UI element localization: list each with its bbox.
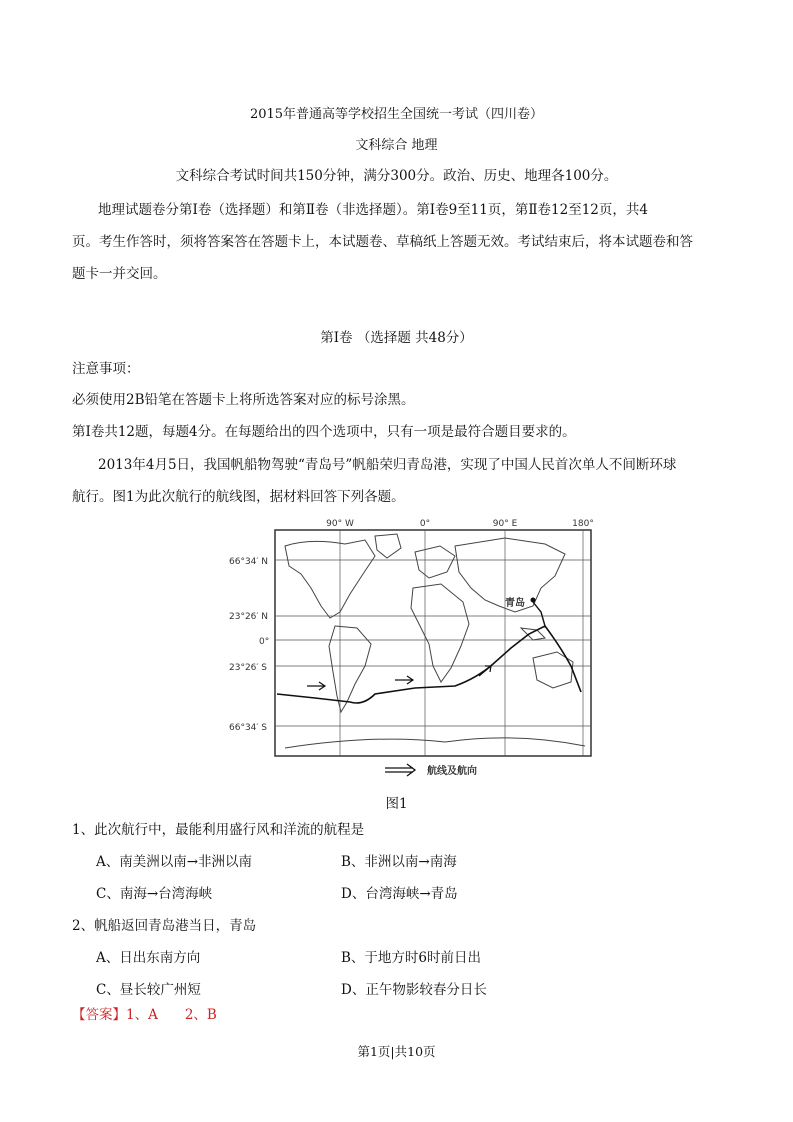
exam-info: 文科综合考试时间共150分钟，满分300分。政治、历史、地理各100分。 [175, 168, 618, 184]
question-2-option-d: D、正午物影较春分日长 [341, 982, 487, 998]
figure-caption: 图1 [385, 796, 408, 812]
question-1-option-c: C、南海→台湾海峡 [96, 886, 213, 902]
lat-label-66s: 66°34′ S [229, 723, 268, 733]
answer-line [72, 1003, 217, 1023]
question-2-option-a: A、日出东南方向 [96, 950, 201, 966]
notice-1: 必须使用2B铅笔在答题卡上将所选答案对应的标号涂黑。 [72, 392, 415, 408]
world-route-map [215, 516, 605, 784]
lon-label-90e: 90° E [492, 519, 518, 529]
notice-title: 注意事项： [72, 361, 140, 377]
map-frame [275, 530, 591, 756]
exam-subtitle: 文科综合 地理 [355, 138, 438, 153]
answer-text: 1、A 2、B [126, 1007, 217, 1023]
question-1-stem: 1、此次航行中，最能利用盛行风和洋流的航程是 [72, 822, 365, 838]
lat-label-23s: 23°26′ S [229, 663, 268, 673]
lat-label-23n: 23°26′ N [229, 612, 269, 622]
question-2-option-c: C、昼长较广州短 [96, 982, 201, 998]
intro-line-2: 页。考生作答时，须将答案答在答题卡上，本试题卷、草稿纸上答题无效。考试结束后，将本试题卷和答 [72, 234, 693, 250]
lon-label-180: 180° [572, 519, 594, 529]
continents [285, 534, 585, 748]
passage-line-1: 2013年4月5日，我国帆船物驾驶“青岛号”帆船荣归青岛港，实现了中国人民首次单人不间断环球 [98, 457, 677, 473]
question-2-stem: 2、帆船返回青岛港当日，青岛 [72, 918, 257, 934]
intro-line-3: 题卡一并交回。 [72, 266, 167, 282]
passage-line-2: 航行。图1为此次航行的航线图，据材料回答下列各题。 [72, 489, 405, 505]
page-footer: 第1页|共10页 [357, 1044, 436, 1059]
question-1-option-d: D、台湾海峡→青岛 [341, 886, 458, 902]
intro-line-1: 地理试题卷分第Ⅰ卷（选择题）和第Ⅱ卷（非选择题）。第Ⅰ卷9至11页，第Ⅱ卷12至12页，共4 [98, 202, 648, 218]
question-1-option-b: B、非洲以南→南海 [341, 854, 457, 870]
notice-2: 第Ⅰ卷共12题，每题4分。在每题给出的四个选项中，只有一项是最符合题目要求的。 [72, 424, 576, 440]
lon-label-0: 0° [419, 519, 431, 529]
map-grid [275, 530, 591, 756]
qingdao-marker [531, 598, 536, 603]
question-2-option-b: B、于地方时6时前日出 [341, 950, 482, 966]
lon-label-90w: 90° W [326, 519, 354, 529]
legend-arrow-icon [385, 764, 415, 776]
section-heading: 第Ⅰ卷 （选择题 共48分） [320, 330, 473, 346]
exam-title: 2015年普通高等学校招生全国统一考试（四川卷） [249, 107, 544, 122]
route-arrows [307, 666, 491, 690]
question-1-option-a: A、南美洲以南→非洲以南 [96, 854, 253, 870]
lat-label-0: 0° [259, 637, 270, 647]
legend-label: 航线及航向 [427, 766, 477, 777]
map-svg [215, 516, 605, 784]
lat-label-66n: 66°34′ N [229, 557, 269, 567]
sailing-route [277, 626, 581, 703]
answer-tag: 【答案】 [72, 1007, 126, 1023]
qingdao-label: 青岛 [505, 598, 525, 609]
sailing-route-return [533, 602, 545, 626]
